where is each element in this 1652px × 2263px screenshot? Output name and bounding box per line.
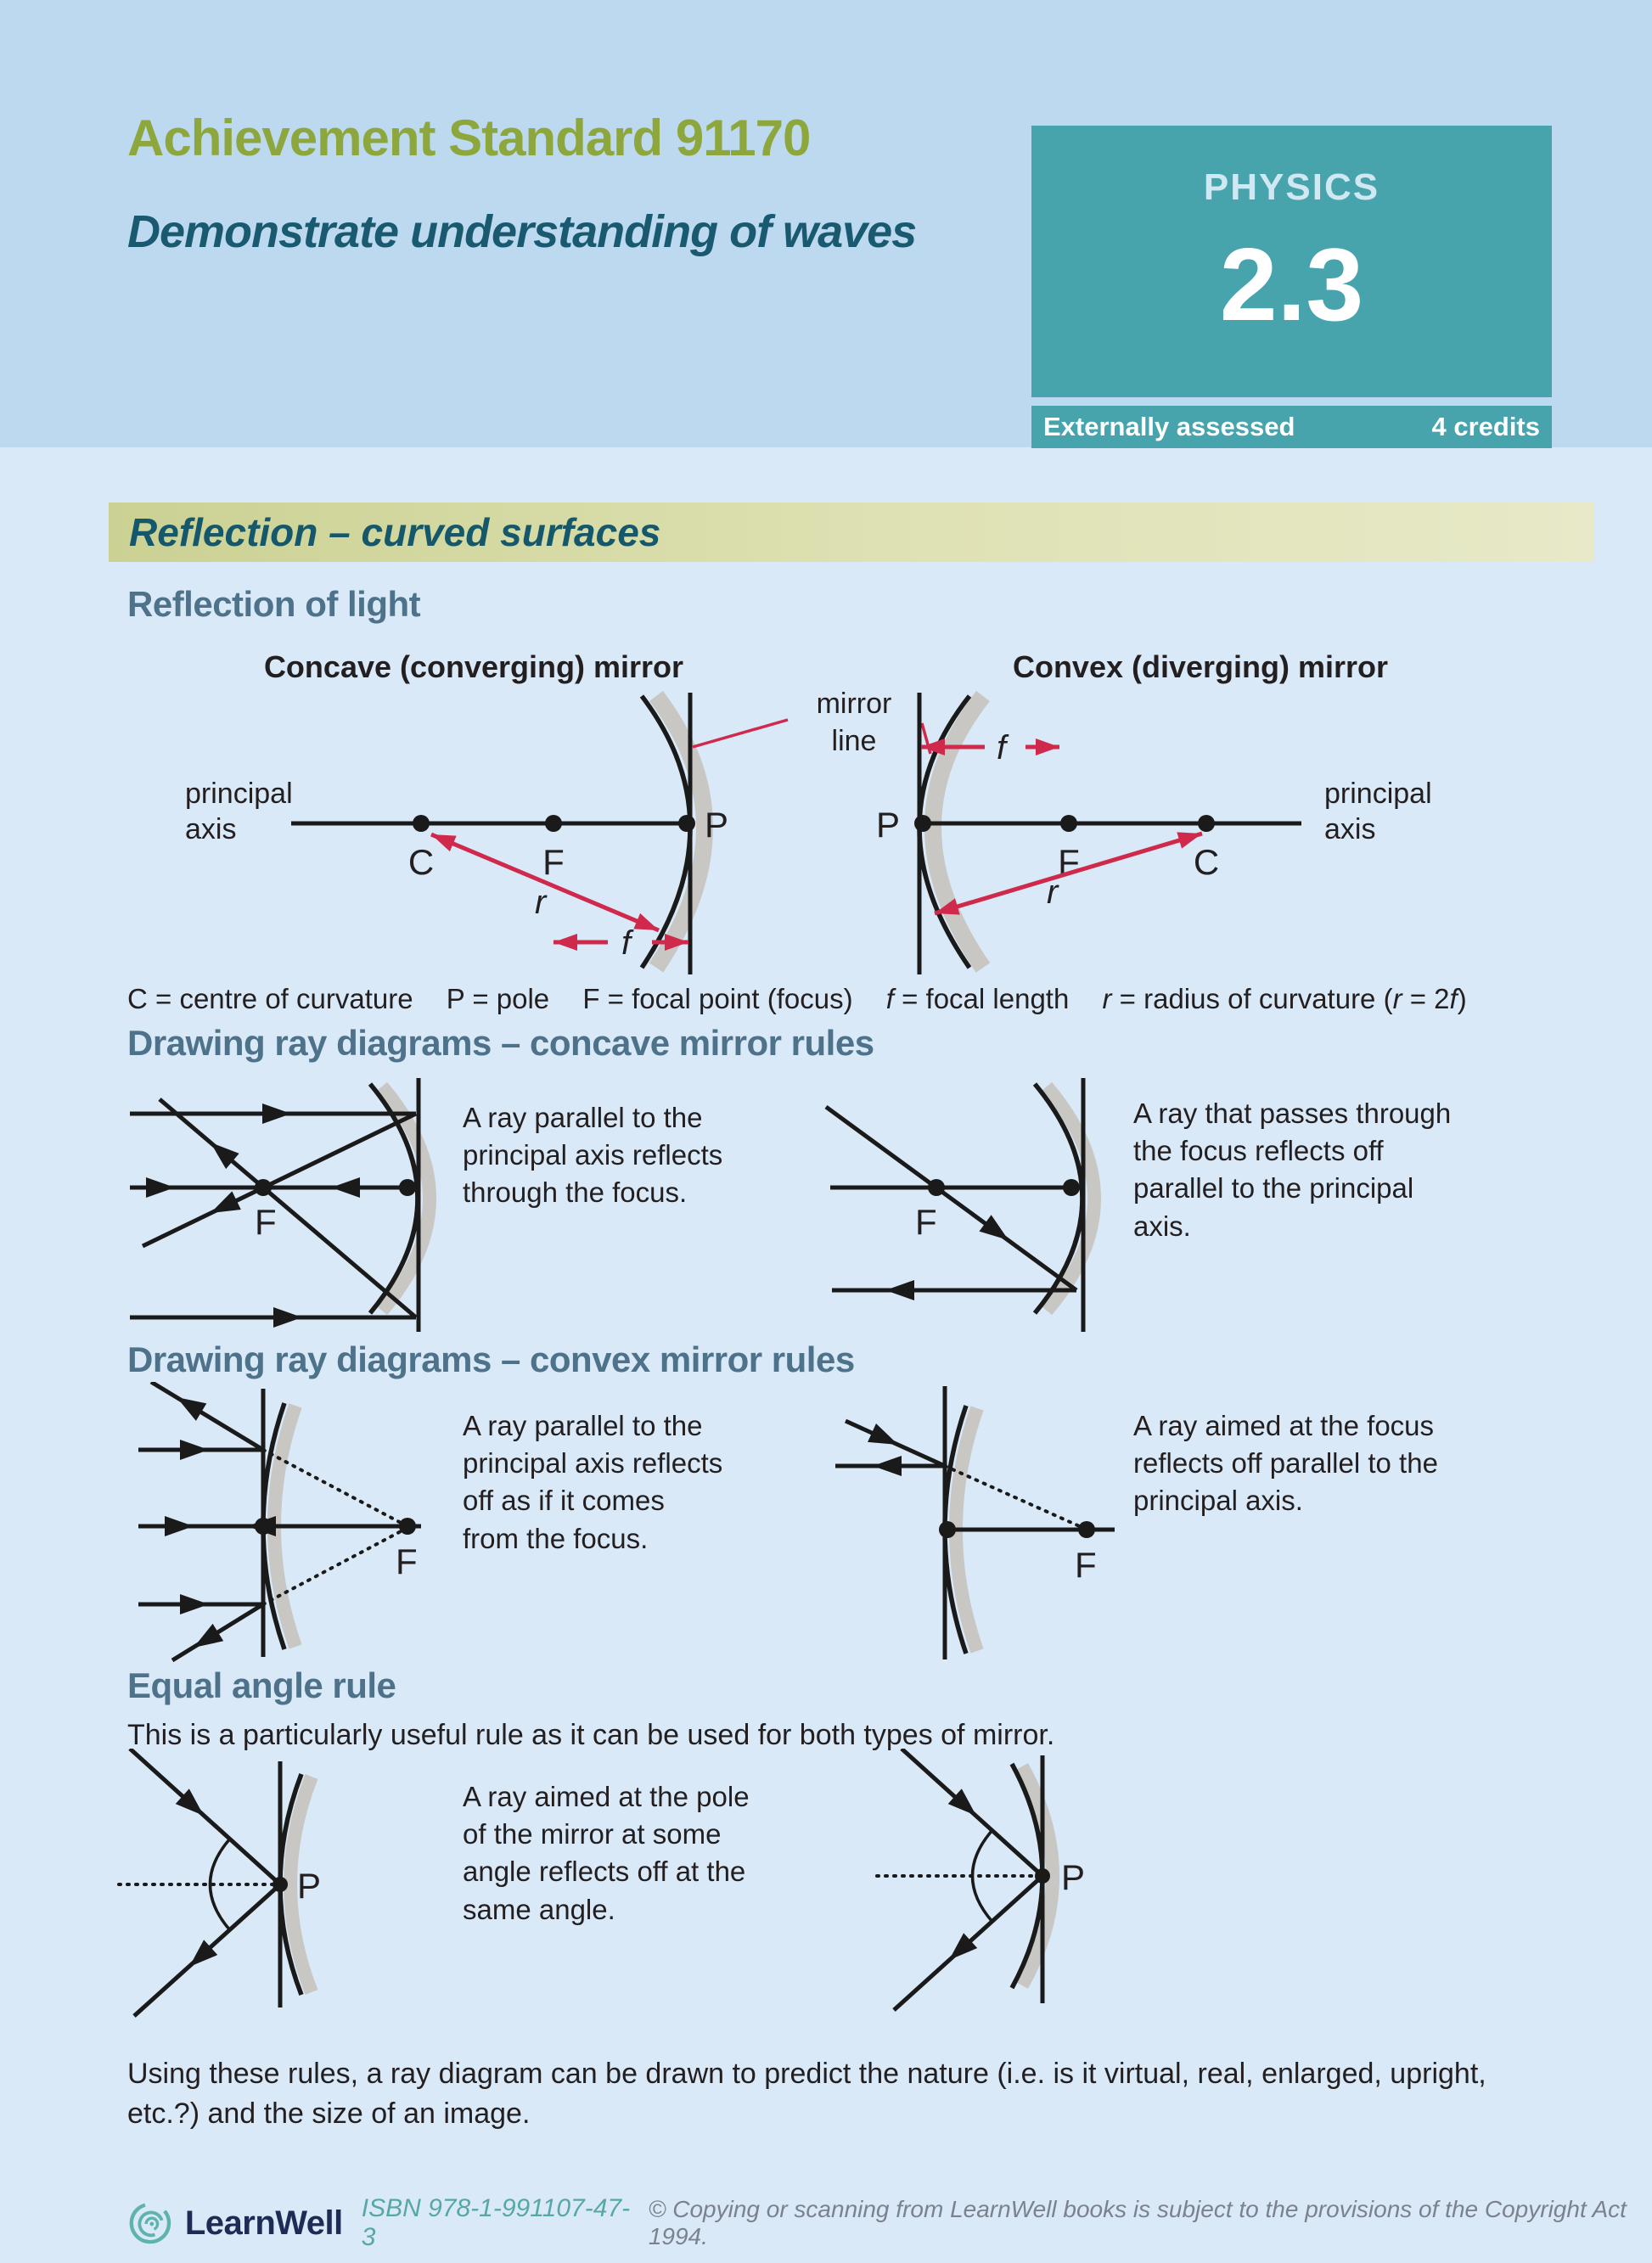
definition-r2-symbol: r [1392, 983, 1402, 1014]
rules3-pole-dot [255, 1518, 272, 1535]
rules1-label-F: F [255, 1202, 277, 1242]
rules1-axis-arrow-in [146, 1177, 175, 1198]
badge-number: 2.3 [1219, 227, 1364, 342]
concave-f-arrowhead-l [553, 934, 577, 951]
heading-equal-angle: Equal angle rule [127, 1665, 396, 1705]
concave-radius-arrowhead-m [633, 913, 662, 938]
rules2-pole-dot [1063, 1179, 1080, 1196]
rules1-ray-top-arrow [262, 1103, 291, 1124]
convex-label-C: C [1193, 842, 1220, 882]
caption-convex-focus: A ray aimed at the focus reflects off parallel to the principal axis. [1133, 1410, 1438, 1517]
rules3-focus-dot [399, 1518, 416, 1535]
heading-reflection-of-light: Reflection of light [127, 584, 421, 624]
rules4-pole-dot [939, 1521, 956, 1538]
rules3-virtual-bottom [263, 1530, 404, 1604]
rules4-label-F: F [1075, 1545, 1097, 1585]
concave-label-f: f [621, 924, 632, 962]
section-band-title: Reflection – curved surfaces [129, 510, 661, 554]
rules1-axis-arrow-out [331, 1177, 360, 1198]
page-subtitle: Demonstrate understanding of waves [127, 206, 917, 257]
caption-convex-parallel: A ray parallel to the principal axis reflects off as if it comes from the focus. [463, 1410, 723, 1554]
assessment-credits: 4 credits [1431, 412, 1540, 441]
equal1-ray-in [130, 1749, 280, 1884]
rules1-ray-top-reflected [143, 1114, 416, 1246]
equal-angle-intro: This is a particularly useful rule as it can be used for both types of mirror. [127, 1719, 1055, 1751]
convex-principal-label-1: principal [1324, 778, 1432, 810]
concave-point-C [413, 815, 430, 832]
definition-close: ) [1457, 983, 1467, 1014]
rules1-focus-dot [255, 1179, 272, 1196]
concave-principal-label-2: axis [185, 813, 237, 845]
definition-r2-eq: = 2 [1402, 983, 1450, 1014]
rules3-axis-arrow-in [165, 1516, 194, 1536]
definition-r [1103, 983, 1467, 1014]
assessment-type: Externally assessed [1043, 412, 1295, 441]
mirror-line-pointer-left [693, 720, 788, 747]
rules1-ray-top-reflected-arrow [206, 1191, 241, 1221]
rules3-ray-top-arrow [180, 1440, 209, 1460]
concave-label-C: C [407, 842, 435, 882]
concave-principal-label-1: principal [185, 778, 293, 810]
section-band [109, 503, 1594, 562]
definition-fl-symbol: f [885, 983, 894, 1014]
heading-convex-rules: Drawing ray diagrams – convex mirror rules [127, 1339, 855, 1379]
concave-label-r: r [535, 884, 547, 921]
definition-r2-f: f [1449, 983, 1458, 1014]
footer-copyright: © Copying or scanning from LearnWell books is subject to the provisions of the Copyright Act 1994. [648, 2196, 1627, 2249]
caption-equal-angle: A ray aimed at the pole of the mirror at some angle reflects off at the same angle. [463, 1781, 750, 1925]
concave-point-F [545, 815, 562, 832]
convex-point-C [1198, 815, 1215, 832]
rules4-focus-dot [1078, 1521, 1095, 1538]
rules3-ray-top-reflected [151, 1382, 263, 1450]
rules2-ray-reflected-arrow [885, 1280, 914, 1300]
caption-concave-focus: A ray that passes through the focus reflects off parallel to the principal axis. [1133, 1098, 1452, 1242]
figure-equal-angle [109, 1749, 1594, 2044]
footer-isbn: ISBN 978-1-991107-47-3 [361, 2194, 631, 2251]
badge-subject: PHYSICS [1203, 166, 1380, 208]
definition-fl [886, 983, 1070, 1014]
rules3-label-F: F [396, 1541, 418, 1581]
definition-fp: F = focal point (focus) [582, 983, 853, 1014]
rules4-ray-reflected-arrow [873, 1456, 902, 1476]
logo-spiral-center [149, 2222, 154, 2226]
rules1-ray-bottom-arrow [273, 1307, 302, 1328]
rules2-mirror-shade [1047, 1087, 1094, 1311]
convex-point-F [1060, 815, 1077, 832]
rules4-ray-in-arrow [868, 1424, 902, 1454]
convex-f-arrowhead-r [1036, 738, 1059, 755]
rules3-virtual-top [263, 1450, 404, 1525]
heading-concave-rules: Drawing ray diagrams – concave mirror rules [127, 1023, 874, 1063]
mirror-line-label-2: line [831, 725, 877, 757]
footer-brand: LearnWell [184, 2204, 343, 2242]
rules2-label-F: F [915, 1202, 937, 1242]
definition-p: P = pole [446, 983, 550, 1014]
rules2-ray-in [826, 1107, 1076, 1290]
rules1-pole-dot [399, 1179, 416, 1196]
convex-principal-label-2: axis [1324, 813, 1376, 845]
rules3-ray-top-reflected-arrow [171, 1389, 207, 1421]
concave-label-P: P [705, 805, 729, 845]
concave-point-P [678, 815, 695, 832]
rules3-ray-bottom-reflected-arrow [188, 1624, 224, 1656]
convex-label-f: f [997, 729, 1007, 766]
convex-label-r: r [1047, 873, 1059, 911]
convex-label-P: P [875, 805, 900, 845]
page-title: Achievement Standard 91170 [127, 110, 811, 166]
caption-concave-parallel: A ray parallel to the principal axis reflects through the focus. [463, 1102, 723, 1209]
equal2-label-P: P [1061, 1857, 1086, 1897]
convex-mirror-title: Convex (diverging) mirror [1012, 649, 1389, 684]
learnwell-logo-icon [127, 2199, 173, 2247]
definition-r-text: = radius of curvature ( [1111, 983, 1393, 1014]
figure-mirror-anatomy [109, 643, 1594, 981]
definition-c: C = centre of curvature [127, 983, 413, 1014]
footer [127, 2194, 1652, 2252]
concave-label-F: F [542, 842, 565, 882]
mirror-definitions [127, 983, 1467, 1015]
assessment-bar [1031, 406, 1552, 448]
closing-paragraph: Using these rules, a ray diagram can be drawn to predict the nature (i.e. is it virtual, real, enlarged, upright, etc.?) and the size of an image. [127, 2058, 1486, 2130]
rules3-ray-bottom-arrow [180, 1594, 209, 1614]
equal1-label-P: P [297, 1866, 322, 1906]
mirror-line-label-1: mirror [816, 688, 892, 720]
convex-point-P [914, 815, 931, 832]
convex-label-F: F [1058, 842, 1080, 882]
definition-fl-text: = focal length [893, 983, 1070, 1014]
definition-r-symbol: r [1102, 983, 1112, 1014]
subject-badge [1031, 126, 1552, 397]
concave-mirror-title: Concave (converging) mirror [263, 649, 684, 684]
